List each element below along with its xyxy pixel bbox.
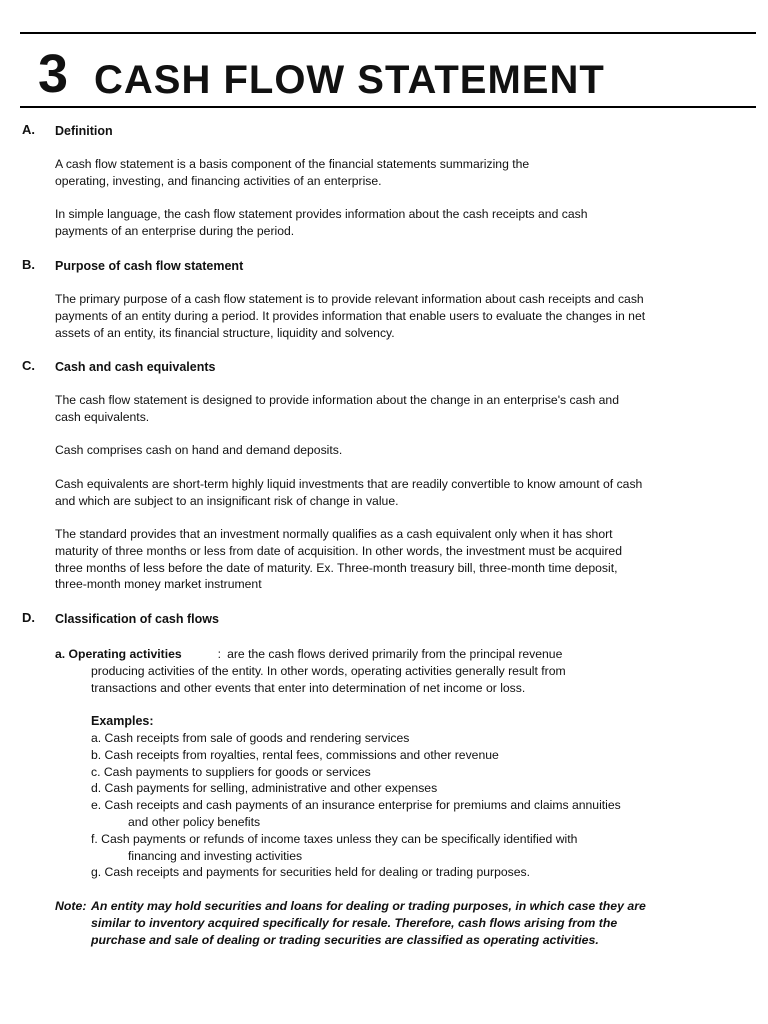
list-item: c. Cash payments to suppliers for goods or services — [91, 764, 371, 779]
operating-activities-continuation: producing activities of the entity. In other words, operating activities generally result from transactions and other events that enter into determination of net income or loss. — [91, 664, 566, 695]
chapter-title: CASH FLOW STATEMENT — [94, 58, 605, 102]
list-item: e. Cash receipts and cash payments of an insurance enterprise for premiums and claims annuities — [91, 798, 621, 813]
section-letter-c: C. — [22, 358, 35, 373]
note-label: Note: — [55, 899, 87, 913]
operating-activities-separator: : — [217, 647, 222, 661]
section-heading-cash-equivalents: Cash and cash equivalents — [55, 360, 216, 374]
top-rule — [20, 32, 756, 34]
section-letter-d: D. — [22, 610, 35, 625]
operating-activities-definition: are the cash flows derived primarily from the principal revenue — [227, 647, 563, 661]
cash-equivalents-paragraph-1: The cash flow statement is designed to provide information about the change in an enterprise's cash and cash equivalents. — [55, 393, 619, 424]
section-heading-definition: Definition — [55, 124, 113, 138]
examples-list — [91, 730, 621, 881]
operating-activities-line — [55, 646, 562, 663]
examples-heading: Examples: — [91, 714, 154, 728]
cash-equivalents-paragraph-3: Cash equivalents are short-term highly liquid investments that are readily convertible to know amount of cash and which are subject to an insignificant risk of change in value. — [55, 477, 643, 508]
purpose-paragraph: The primary purpose of a cash flow statement is to provide relevant information about cash receipts and cash payments of an entity during a period. It provides information that enable users to evaluate the changes in net assets of an entity, its financial structure, liquidity and solvency. — [55, 292, 646, 340]
cash-equivalents-paragraph-4: The standard provides that an investment normally qualifies as a cash equivalent only when it has short maturity of three months or less from date of acquisition. In other words, the investment must be acquired three months of less before the date of maturity. Ex. Three-month treasury bill, three-month time deposit, three-month money market instrument — [55, 527, 622, 592]
section-heading-purpose: Purpose of cash flow statement — [55, 259, 244, 273]
list-item: d. Cash payments for selling, administrative and other expenses — [91, 781, 438, 796]
section-heading-classification: Classification of cash flows — [55, 612, 219, 626]
definition-paragraph-2: In simple language, the cash flow statement provides information about the cash receipts and cash payments of an enterprise during the period. — [55, 207, 588, 238]
section-letter-b: B. — [22, 257, 35, 272]
list-item: b. Cash receipts from royalties, rental fees, commissions and other revenue — [91, 747, 499, 762]
section-letter-a: A. — [22, 122, 35, 137]
list-item: g. Cash receipts and payments for securities held for dealing or trading purposes. — [91, 865, 530, 880]
list-item: a. Cash receipts from sale of goods and rendering services — [91, 731, 410, 745]
note-text: An entity may hold securities and loans for dealing or trading purposes, in which case they are similar to inventory acquired specifically for resale. Therefore, cash flows arising from the purchase and sale of dealing or trading securities are classified as operating activities. — [91, 899, 646, 947]
definition-paragraph-1: A cash flow statement is a basis component of the financial statements summarizing the operating, investing, and financing activities of an enterprise. — [55, 157, 530, 188]
list-item-continuation: and other policy benefits — [128, 814, 261, 829]
chapter-number: 3 — [38, 44, 68, 104]
cash-equivalents-paragraph-2: Cash comprises cash on hand and demand deposits. — [55, 443, 343, 457]
bottom-rule — [20, 106, 756, 108]
list-item: f. Cash payments or refunds of income taxes unless they can be specifically identified with — [91, 831, 578, 846]
list-item-continuation: financing and investing activities — [128, 848, 303, 863]
operating-activities-label: a. Operating activities — [55, 647, 182, 661]
